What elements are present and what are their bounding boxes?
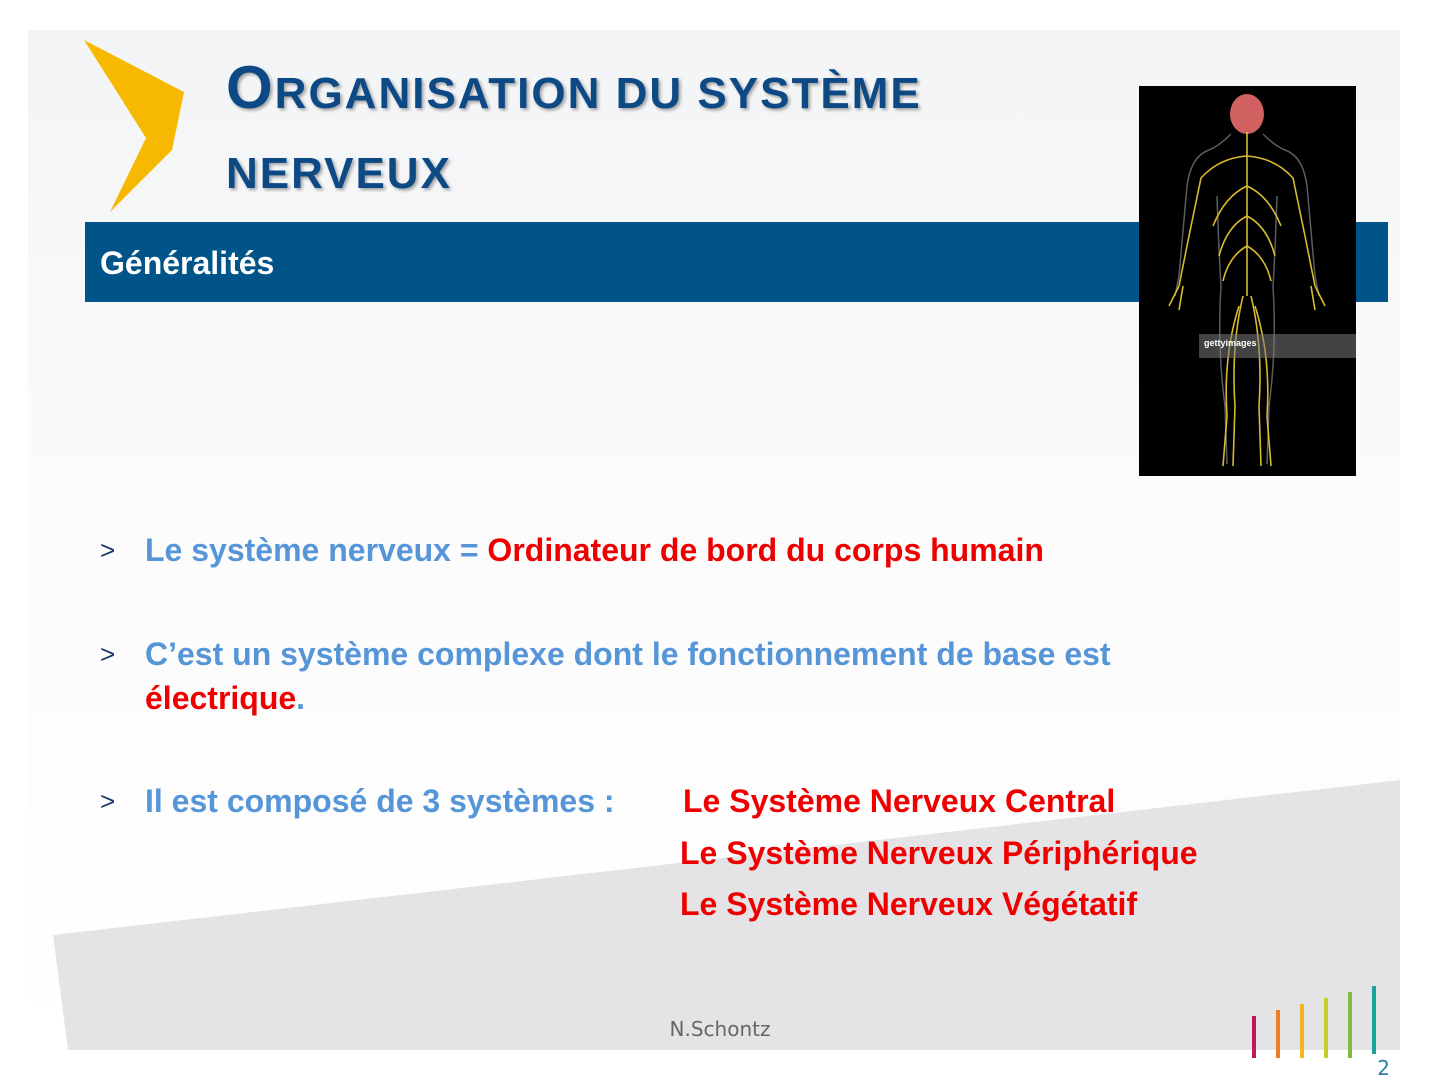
bullet-2-text: C’est un système complexe dont le fonctionnement de base est électrique.: [145, 636, 1111, 716]
page-number: 2: [1377, 1056, 1390, 1080]
bullet-arrow: >: [100, 639, 116, 669]
bullet-1-text: Le système nerveux = Ordinateur de bord du corps humain: [145, 532, 1044, 568]
nervous-system-image: [1139, 86, 1356, 476]
page-title: ORGANISATION DU SYSTÈME NERVEUX: [226, 54, 922, 198]
bullet-arrow: >: [100, 786, 116, 816]
system-item-peripheral: Le Système Nerveux Périphérique: [680, 835, 1198, 871]
chevron-logo-icon: [84, 40, 194, 215]
system-item-central: Le Système Nerveux Central: [683, 783, 1116, 819]
system-item-vegetative: Le Système Nerveux Végétatif: [680, 886, 1138, 922]
section-label: Généralités: [100, 245, 275, 281]
bullet-arrow: >: [100, 535, 116, 565]
footer-author: N.Schontz: [669, 1017, 771, 1041]
bullet-3-text: Il est composé de 3 systèmes :: [145, 783, 615, 819]
body-illustration: [1139, 86, 1356, 476]
colored-bars-logo-icon: [1244, 982, 1384, 1062]
image-watermark: gettyimages: [1204, 338, 1257, 348]
